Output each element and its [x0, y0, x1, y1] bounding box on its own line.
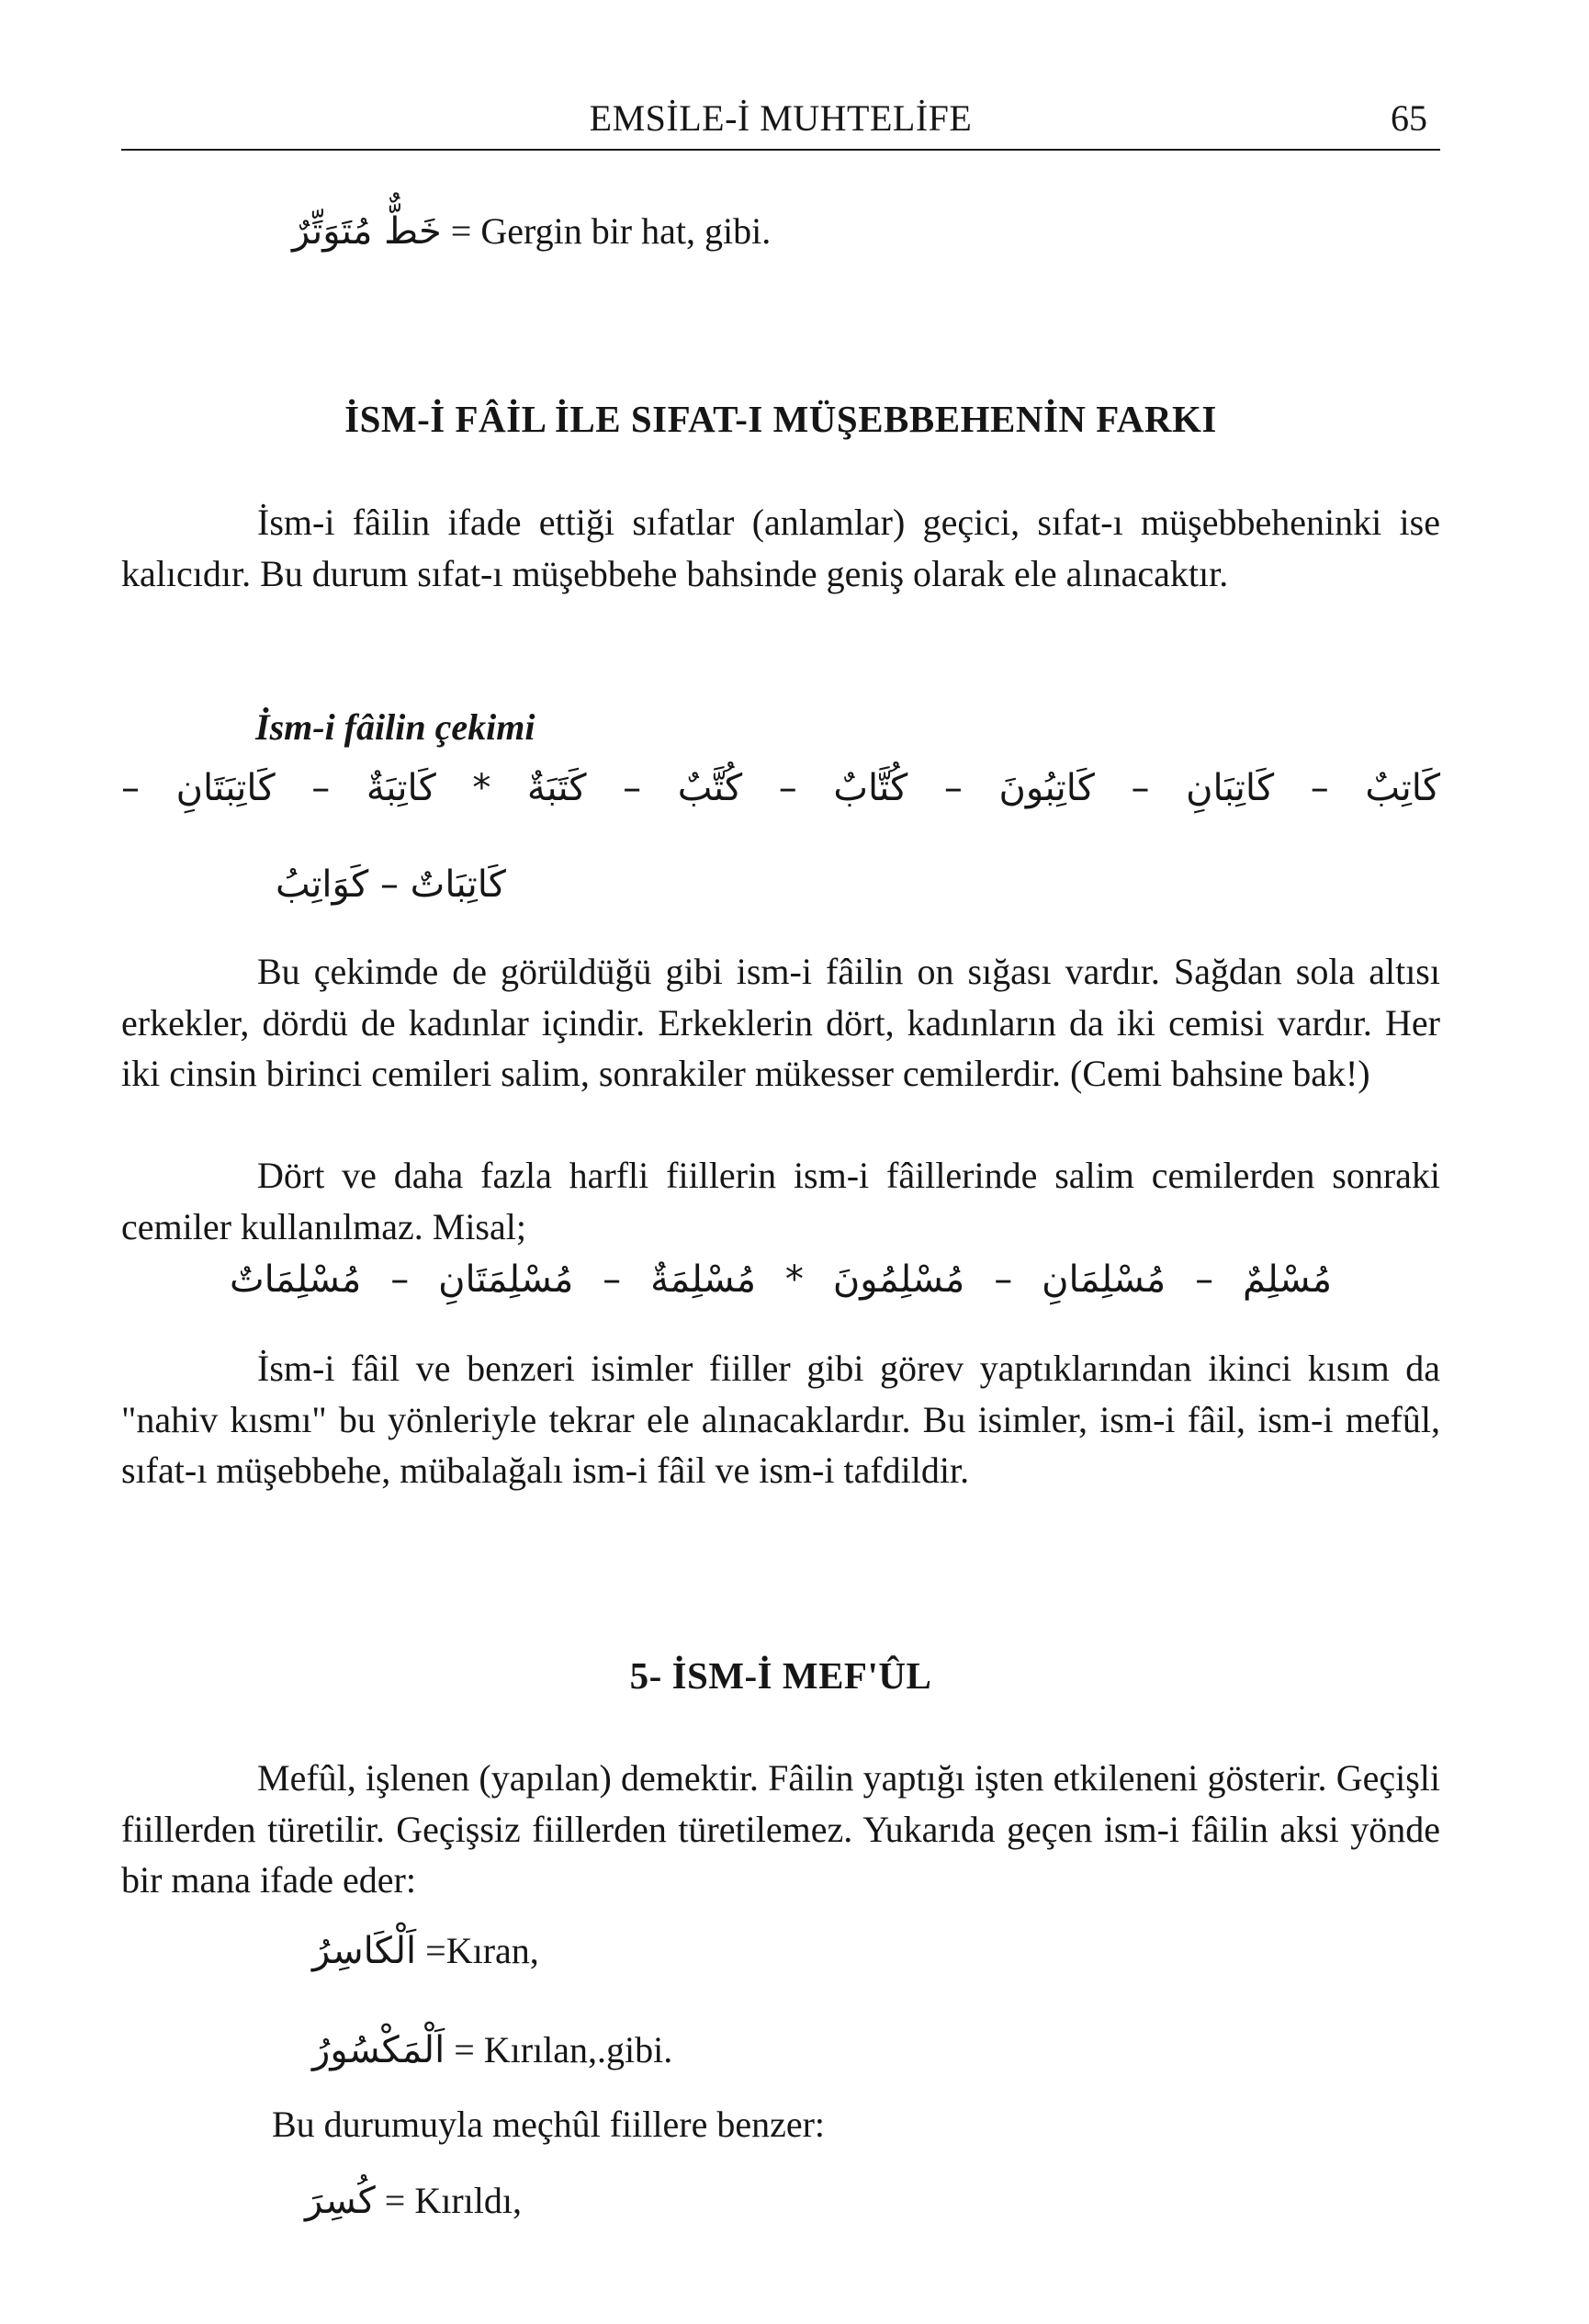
paragraph-ism-fail-benzeri: İsm-i fâil ve benzeri isimler fiiller gibi görev yaptıklarından ikinci kısım da "nahiv kısmı" bu yönleriyle tekrar ele alınacaklardır. Bu isimler, ism-i fâil, ism-i mefûl, sıfat-ı müşebbehe, mübalağalı ism-i fâil ve ism-i tafdildir. — [121, 1348, 1440, 1491]
arabic-term: كُسِرَ — [305, 2180, 376, 2222]
arabic-term: اَلْمَكْسُورُ — [312, 2029, 445, 2071]
gloss-meaning: = Kırılan,.gibi. — [454, 2029, 673, 2070]
gloss-meaning: = Kırıldı, — [384, 2180, 523, 2221]
header-rule — [121, 149, 1440, 151]
page-number: 65 — [1391, 97, 1427, 139]
section-heading-ism-meful: 5- İSM-İ MEF'ÛL — [629, 1654, 932, 1697]
paragraph-meful: Mefûl, işlenen (yapılan) demektir. Fâilin yaptığı işten etkileneni gösterir. Geçişli fiillerden türetilir. Geçişsiz fiillerden türetilemez. Yukarıda geçen ism-i fâilin aksi yönde bir mana ifade eder: — [121, 1757, 1440, 1901]
arabic-term: خَطٌّ مُتَوَتِّرٌ — [292, 210, 442, 253]
gloss-meaning: =Kıran, — [425, 1930, 539, 1971]
gloss-meaning: = Gergin bir hat, gibi. — [450, 210, 772, 252]
gloss-meksur — [312, 2028, 672, 2071]
paragraph-fark: İsm-i fâilin ifade ettiği sıfatlar (anlamlar) geçici, sıfat-ı müşebbeheninki ise kalıcıdır. Bu durum sıfat-ı müşebbehe bahsinde geniş olarak ele alınacaktır. — [121, 502, 1440, 594]
paragraph-cekim: Bu çekimde de görüldüğü gibi ism-i fâilin on sığası vardır. Sağdan sola altısı erkekler, dördü de kadınlar içindir. Erkeklerin dört, kadınların da iki cemisi vardır. Her iki cinsin birinci cemileri salim, sonrakiler mükesser cemilerdir. (Cemi bahsine bak!) — [121, 951, 1440, 1094]
paragraph-dort-harfli: Dört ve daha fazla harfli fiillerin ism-i fâillerinde salim cemilerden sonraki cemiler kullanılmaz. Misal; — [121, 1155, 1440, 1247]
section-heading-fail-farki: İSM-İ FÂİL İLE SIFAT-I MÜŞEBBEHENİN FARKI — [344, 398, 1217, 440]
paragraph-mechul: Bu durumuyla meçhûl fiillere benzer: — [272, 2104, 826, 2145]
gloss-kasir — [312, 1929, 539, 1972]
conjugation-line-2: كَاتِبَاتٌ – كَوَاتِبُ — [276, 863, 506, 906]
example-line-muslim: مُسْلِمٌ – مُسْلِمَانِ – مُسْلِمُونَ * مُسْلِمَةٌ – مُسْلِمَتَانِ – مُسْلِمَاتٌ — [230, 1258, 1332, 1301]
arabic-term: اَلْكَاسِرُ — [312, 1930, 417, 1972]
gloss-kusira — [305, 2179, 522, 2222]
conjugation-line-1: كَاتِبٌ – كَاتِبَانِ – كَاتِبُونَ – كُتَّابٌ – كُتَّبٌ – كَتَبَةٌ * كَاتِبَةٌ – كَاتِبَتَانِ – — [121, 767, 1440, 809]
subheading-cekim: İsm-i fâilin çekimi — [255, 706, 535, 748]
header-title: EMSİLE-İ MUHTELİFE — [589, 97, 973, 139]
gloss-gergin-hat — [292, 209, 771, 253]
running-header — [121, 96, 1440, 152]
